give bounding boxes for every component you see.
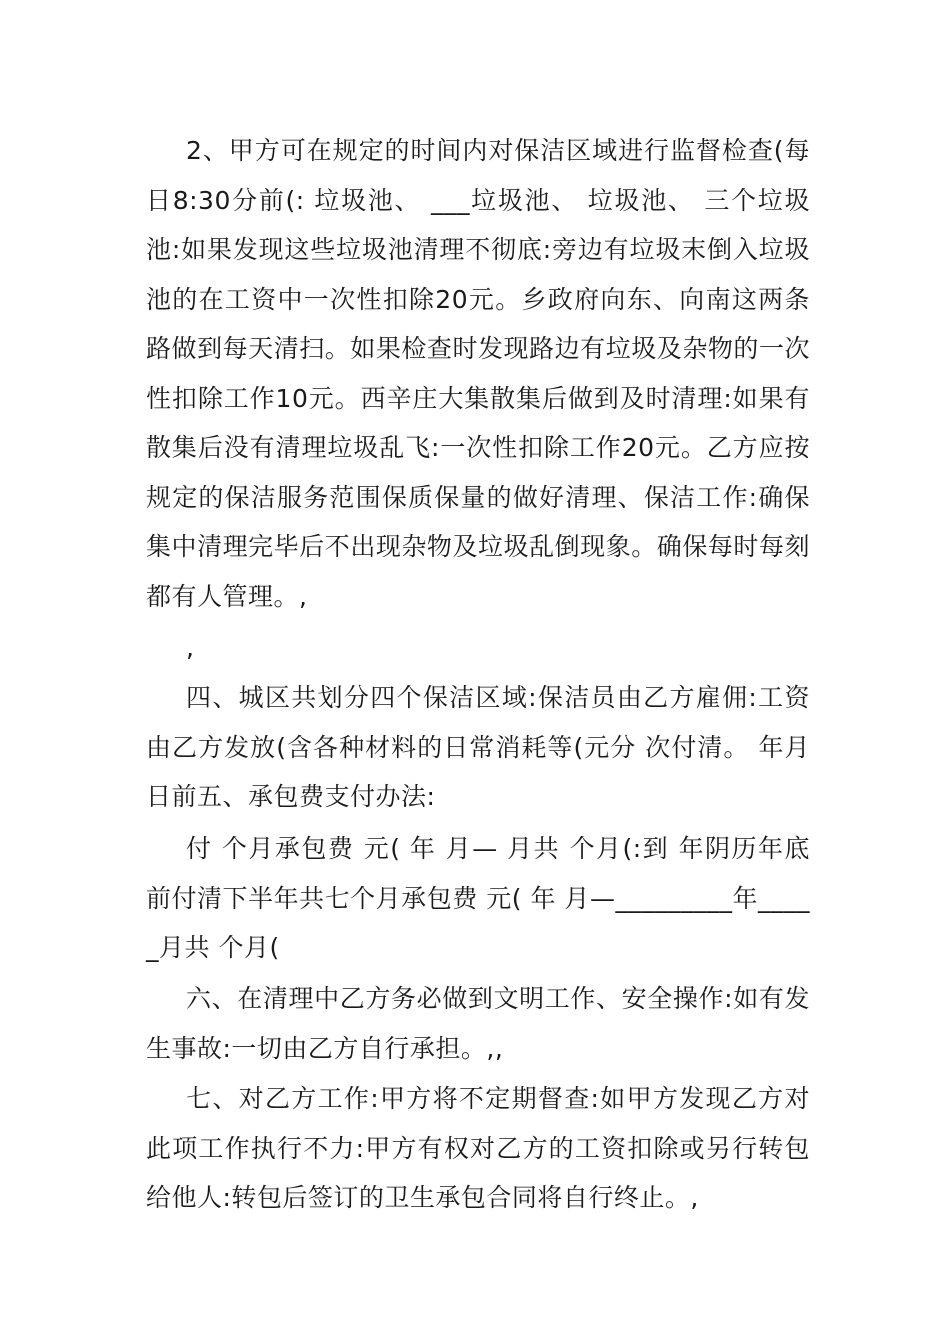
paragraph-section-four: 四、城区共划分四个保洁区域:保洁员由乙方雇佣:工资由乙方发放(含各种材料的日常消耗等(元分 次付清。 年月 日前五、承包费支付办法: (146, 683, 810, 811)
paragraph-inspection-terms: 2、甲方可在规定的时间内对保洁区域进行监督检查(每日8:30分前(: 垃圾池、 ___垃圾池、 垃圾池、 三个垃圾池:如果发现这些垃圾池清理不彻底:旁边有垃圾末倒入垃圾池的在工资中一次性扣除20元。乡政府向东、向南这两条路做到每天清扫。如果检查时发现路边有垃圾及杂物的一次性扣除工作10元。西辛庄大集散集后做到及时清理:如果有散集后没有清理垃圾乱飞:一次性扣除工作20元。乙方应按规定的保洁服务范围保质保量的做好清理、保洁工作:确保集中清理完毕后不出现杂物及垃圾乱倒现象。确保每时每刻都有人管理。, (146, 136, 810, 611)
paragraph-section-six: 六、在清理中乙方务必做到文明工作、安全操作:如有发生事故:一切由乙方自行承担。,, (146, 984, 810, 1063)
paragraph-separator: , (186, 633, 195, 662)
paragraph-payment-terms: 付 个月承包费 元( 年 月— 月共 个月(:到 年阴历年底前付清下半年共七个月承包费 元( 年 月—_________年_____月共 个月( (146, 834, 810, 962)
paragraph-section-seven: 七、对乙方工作:甲方将不定期督查:如甲方发现乙方对此项工作执行不力:甲方有权对乙方的工资扣除或另行转包给他人:转包后签订的卫生承包合同将自行终止。, (146, 1084, 810, 1212)
